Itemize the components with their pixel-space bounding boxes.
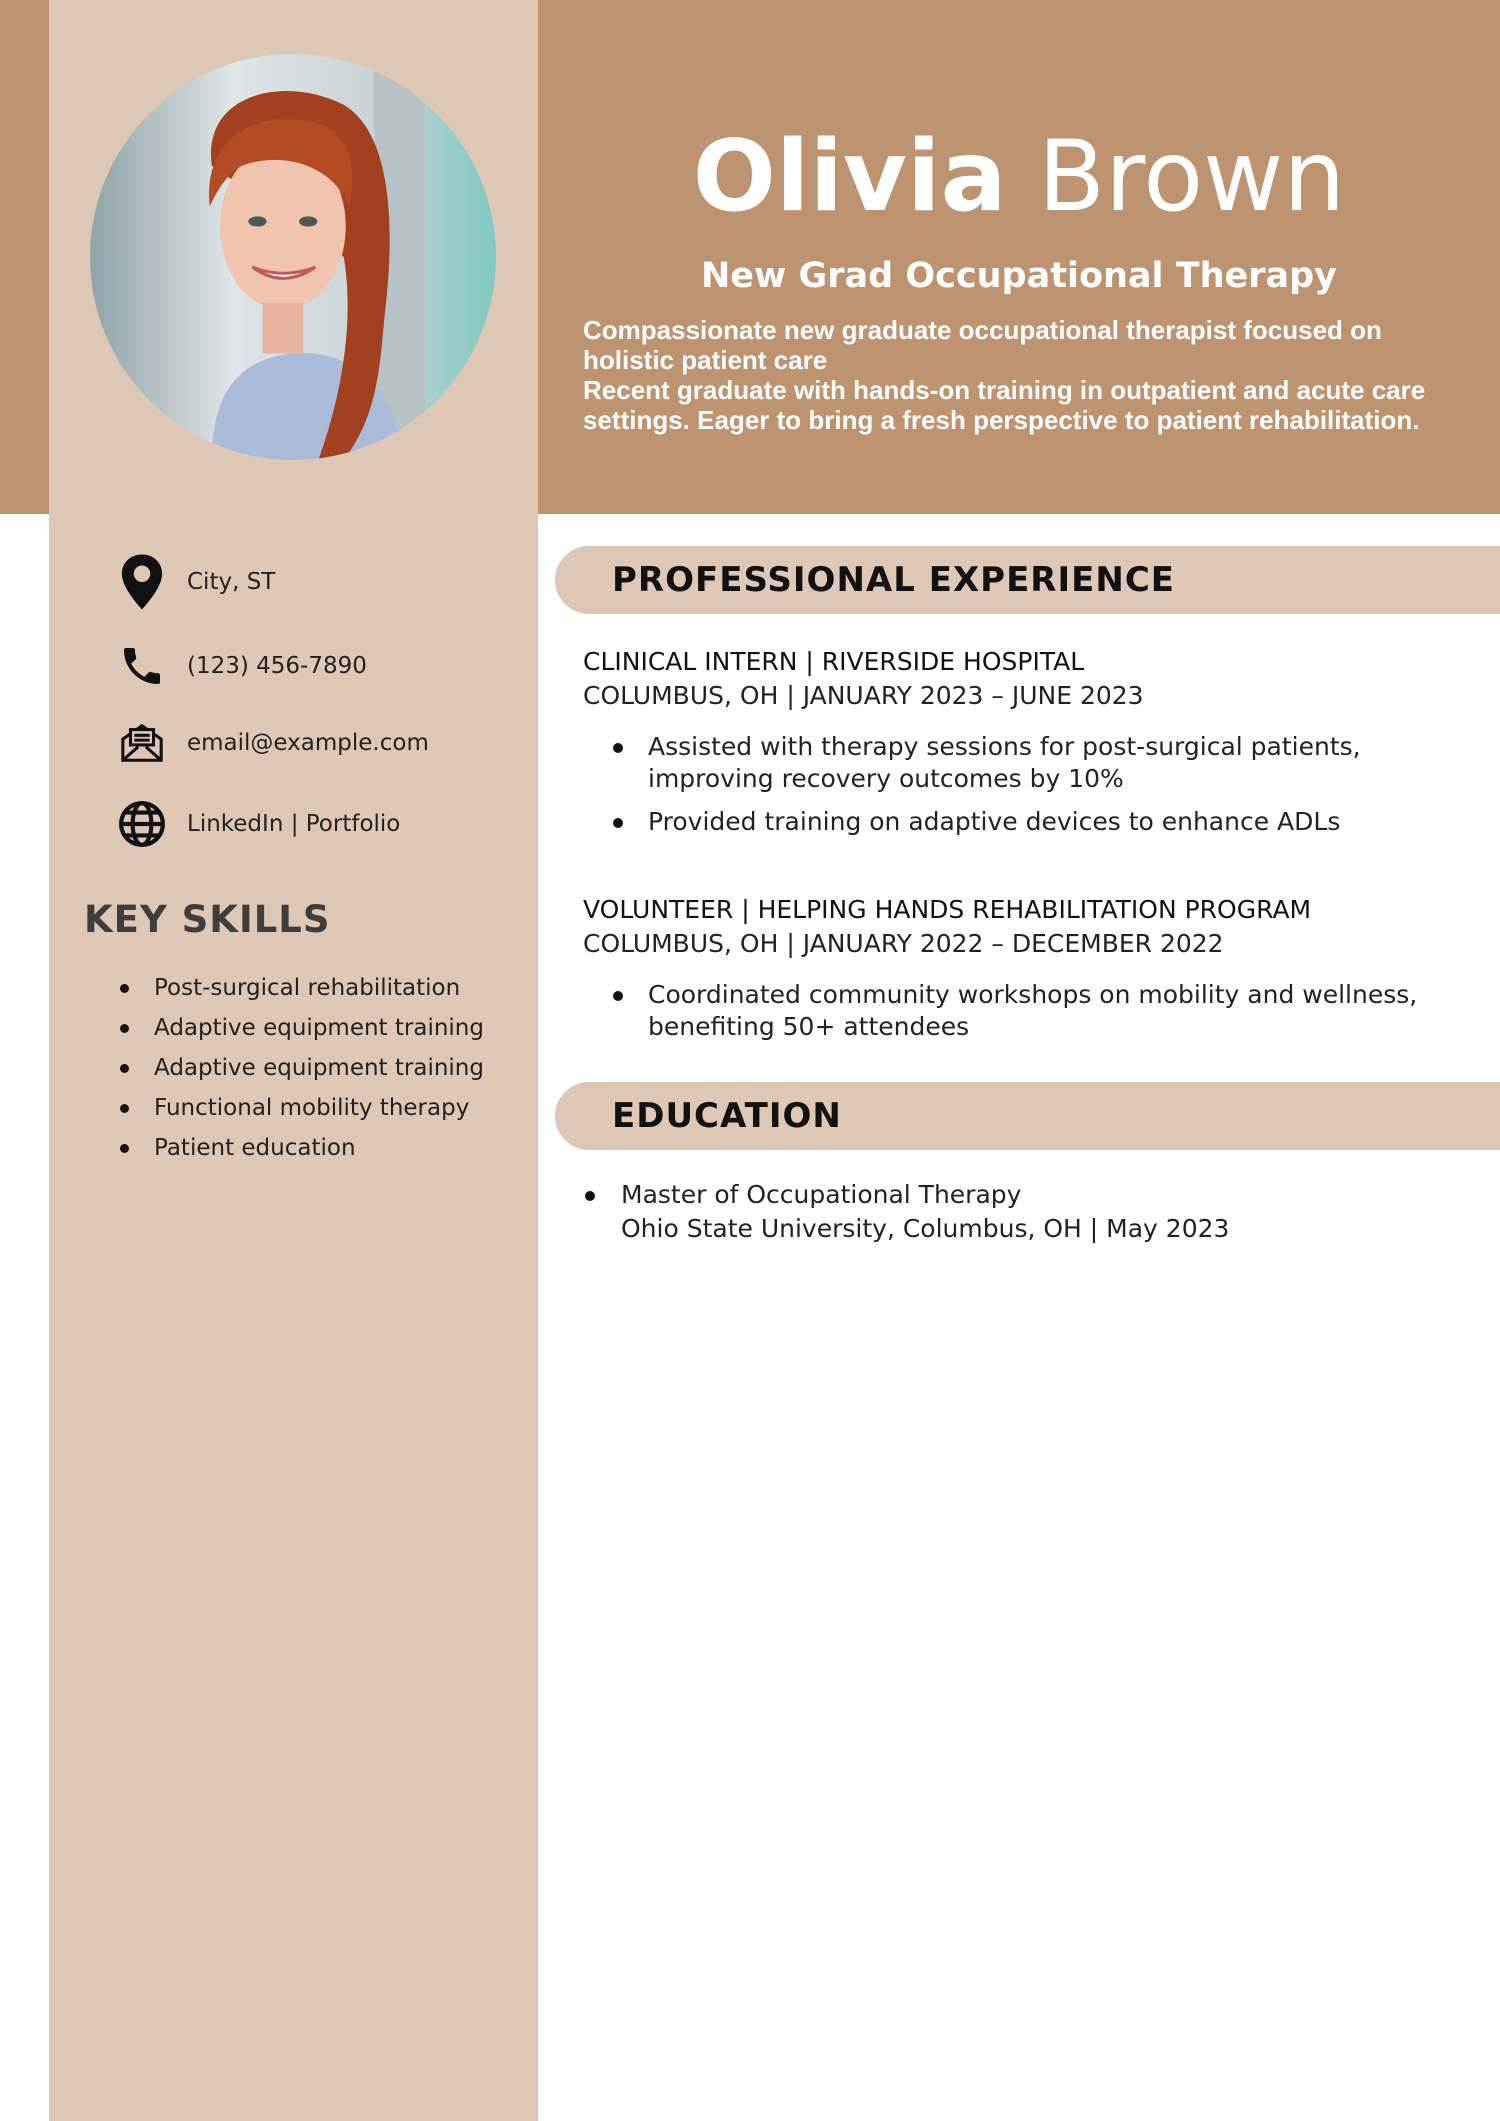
experience-heading-bar xyxy=(555,546,1500,614)
job-entry-1 xyxy=(583,645,1483,849)
list-item: Provided training on adaptive devices to enhance ADLs xyxy=(583,806,1483,838)
location-pin-icon xyxy=(112,552,172,612)
location-text: City, ST xyxy=(187,569,276,595)
email-link[interactable]: email@example.com xyxy=(187,730,429,756)
degree: Master of Occupational Therapy xyxy=(621,1180,1022,1209)
job-meta: COLUMBUS, OH | JANUARY 2022 – DECEMBER 2022 xyxy=(583,929,1224,958)
list-item: Adaptive equipment training xyxy=(120,1050,484,1090)
contact-location xyxy=(112,552,276,612)
list-item: Patient education xyxy=(120,1130,484,1170)
list-item: Coordinated community workshops on mobility and wellness, benefiting 50+ attendees xyxy=(583,979,1483,1043)
summary xyxy=(583,315,1463,435)
job-role: VOLUNTEER | HELPING HANDS REHABILITATION PROGRAM xyxy=(583,895,1312,924)
summary-line-1: Compassionate new graduate occupational therapist focused on holistic patient care xyxy=(583,315,1382,375)
experience-heading: PROFESSIONAL EXPERIENCE xyxy=(612,560,1175,600)
skills-list xyxy=(120,970,484,1170)
last-name: Brown xyxy=(1037,120,1346,234)
globe-icon xyxy=(112,794,172,854)
education-heading: EDUCATION xyxy=(612,1096,842,1136)
education-entry xyxy=(583,1178,1483,1246)
list-item: Assisted with therapy sessions for post-surgical patients, improving recovery outcomes by 10% xyxy=(583,731,1483,795)
list-item: Functional mobility therapy xyxy=(120,1090,484,1130)
contact-email xyxy=(112,713,429,773)
job-entry-2 xyxy=(583,893,1483,1054)
envelope-icon xyxy=(112,713,172,773)
candidate-name xyxy=(538,118,1500,236)
list-item: Adaptive equipment training xyxy=(120,1010,484,1050)
education-heading-bar xyxy=(555,1082,1500,1150)
links-text[interactable]: LinkedIn | Portfolio xyxy=(187,811,401,837)
contact-links xyxy=(112,794,401,854)
job-role: CLINICAL INTERN | RIVERSIDE HOSPITAL xyxy=(583,647,1085,676)
job-bullets xyxy=(583,979,1483,1043)
school: Ohio State University, Columbus, OH | May 2023 xyxy=(621,1214,1230,1243)
list-item xyxy=(583,1178,1483,1246)
phone-icon xyxy=(112,636,172,696)
profile-photo xyxy=(90,54,496,460)
phone-text: (123) 456-7890 xyxy=(187,653,367,679)
job-meta: COLUMBUS, OH | JANUARY 2023 – JUNE 2023 xyxy=(583,681,1144,710)
job-title: New Grad Occupational Therapy xyxy=(701,256,1337,296)
first-name: Olivia xyxy=(692,120,1007,234)
skills-heading: KEY SKILLS xyxy=(84,898,331,941)
list-item: Post-surgical rehabilitation xyxy=(120,970,484,1010)
job-bullets xyxy=(583,731,1483,838)
summary-line-2: Recent graduate with hands-on training in outpatient and acute care settings. Eager to bring a fresh perspective to patient rehabilitation. xyxy=(583,375,1426,435)
contact-phone xyxy=(112,636,367,696)
